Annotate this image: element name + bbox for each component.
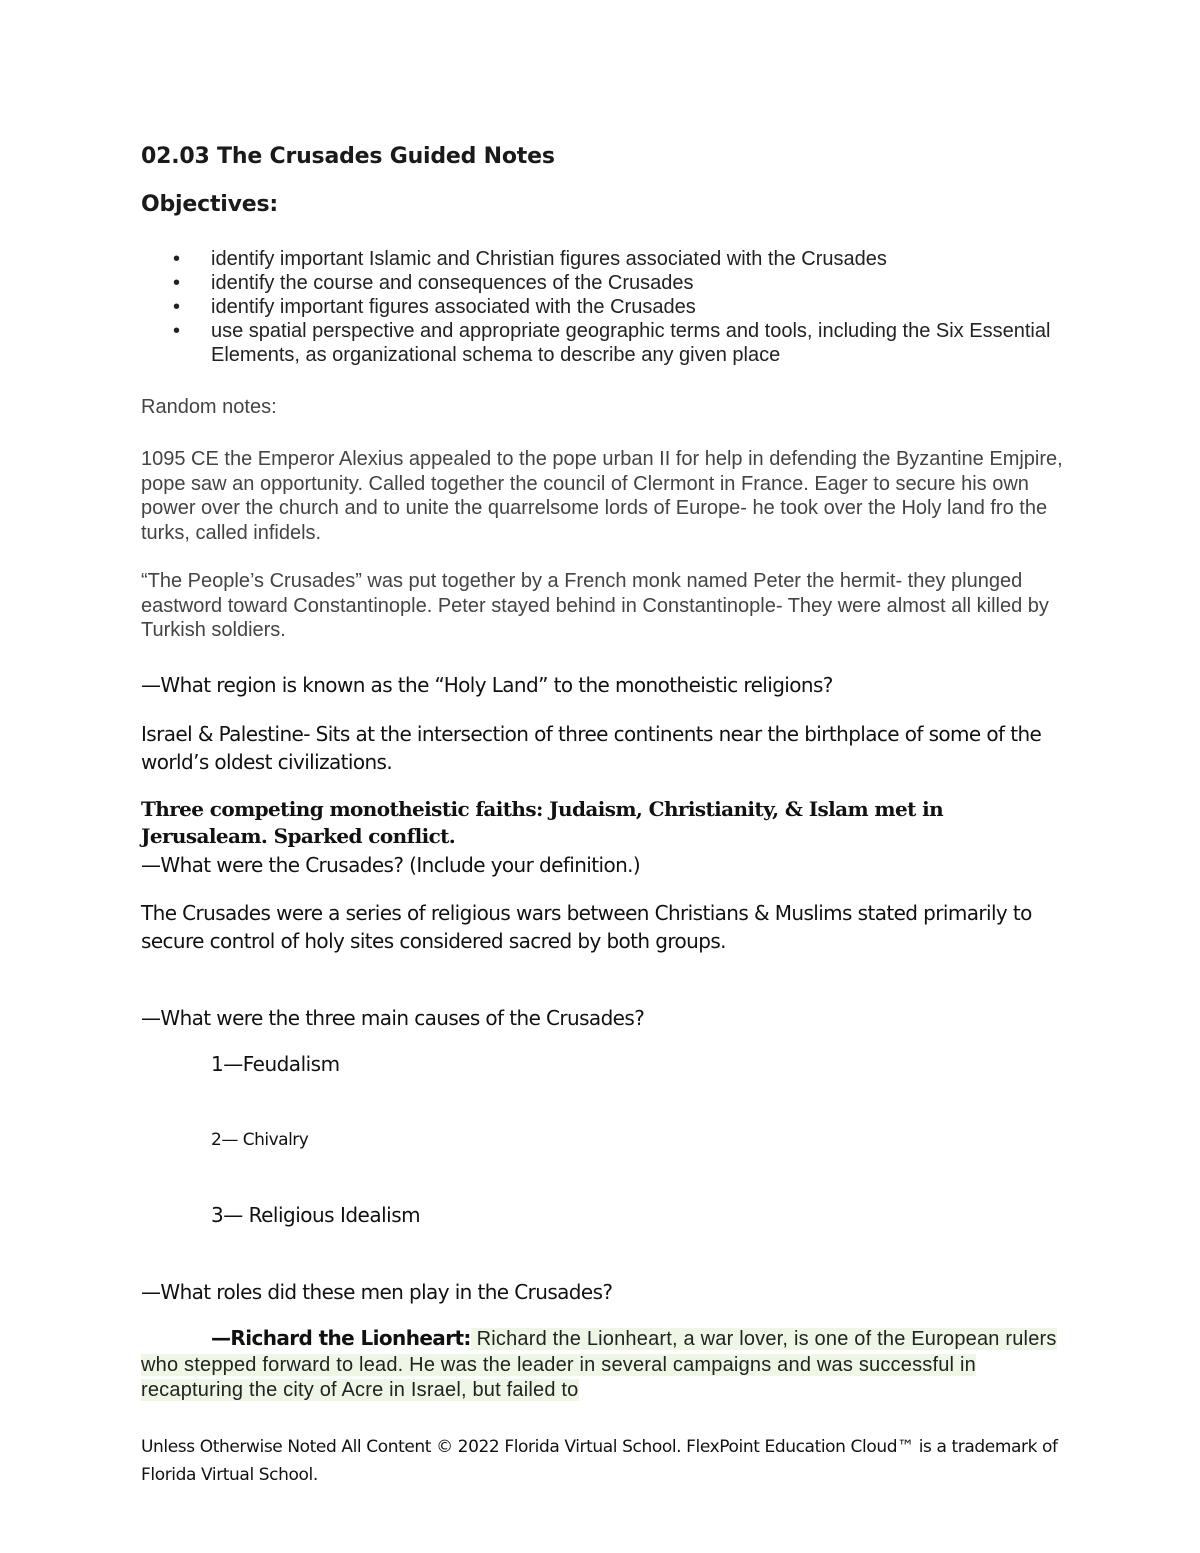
richard-paragraph [141,1326,1071,1404]
cause-item: 1—Feudalism [211,1052,340,1076]
question: —What were the Crusades? (Include your definition.) [141,853,641,877]
objective-item: • identify important Islamic and Christian figures associated with the Crusades [173,248,887,270]
footer-copyright: Unless Otherwise Noted All Content © 2022 Florida Virtual School. FlexPoint Education Cloud™ is a trademark of Florida Virtual School. [141,1437,1058,1485]
question: —What roles did these men play in the Crusades? [141,1280,613,1304]
answer-emphasis: Three competing monotheistic faiths: Judaism, Christianity, & Islam met in Jerusaleam. Sparked conflict. [141,797,944,848]
question: —What were the three main causes of the Crusades? [141,1006,645,1030]
objective-item: • use spatial perspective and appropriate geographic terms and tools, including the Six Essential Elements, as organizational schema to describe any given place [173,320,1051,366]
cause-item: 2— Chivalry [211,1130,309,1150]
note-paragraph: “The People’s Crusades” was put together by a French monk named Peter the hermit- they plunged eastword toward Constantinople. Peter stayed behind in Constantinople- They were almost all killed by Turkish soldiers. [141,570,1049,641]
bullet-icon: • [173,272,181,294]
document-title: 02.03 The Crusades Guided Notes [141,144,555,169]
bullet-icon: • [173,320,181,342]
objectives-heading: Objectives: [141,192,278,217]
objectives-list [141,247,1101,367]
question: —What region is known as the “Holy Land” to the monotheistic religions? [141,673,833,697]
note-paragraph: 1095 CE the Emperor Alexius appealed to the pope urban II for help in defending the Byzantine Emjpire, pope saw an opportunity. Called together the council of Clermont in France. Eager to secure his own power over the church and to unite the quarrelsome lords of Europe- he took over the Holy land fro the turks, called infidels. [141,448,1063,544]
highlighted-text: Richard the Lionheart, a war lover, is one of the European rulers who stepped forward to lead. He was the leader in several campaigns and was successful in recapturing the city of Acre in Israel, but failed to [141,1328,1057,1401]
answer: The Crusades were a series of religious wars between Christians & Muslims stated primarily to secure control of holy sites considered sacred by both groups. [141,901,1032,953]
answer: Israel & Palestine- Sits at the intersection of three continents near the birthplace of some of the world’s oldest civilizations. [141,722,1042,774]
objective-item: • identify the course and consequences of the Crusades [173,272,694,294]
random-notes-label: Random notes: [141,396,277,418]
cause-item: 3— Religious Idealism [211,1203,421,1227]
objective-item: • identify important figures associated with the Crusades [173,296,696,318]
bullet-icon: • [173,248,181,270]
bullet-icon: • [173,296,181,318]
richard-label: —Richard the Lionheart: [211,1326,471,1350]
